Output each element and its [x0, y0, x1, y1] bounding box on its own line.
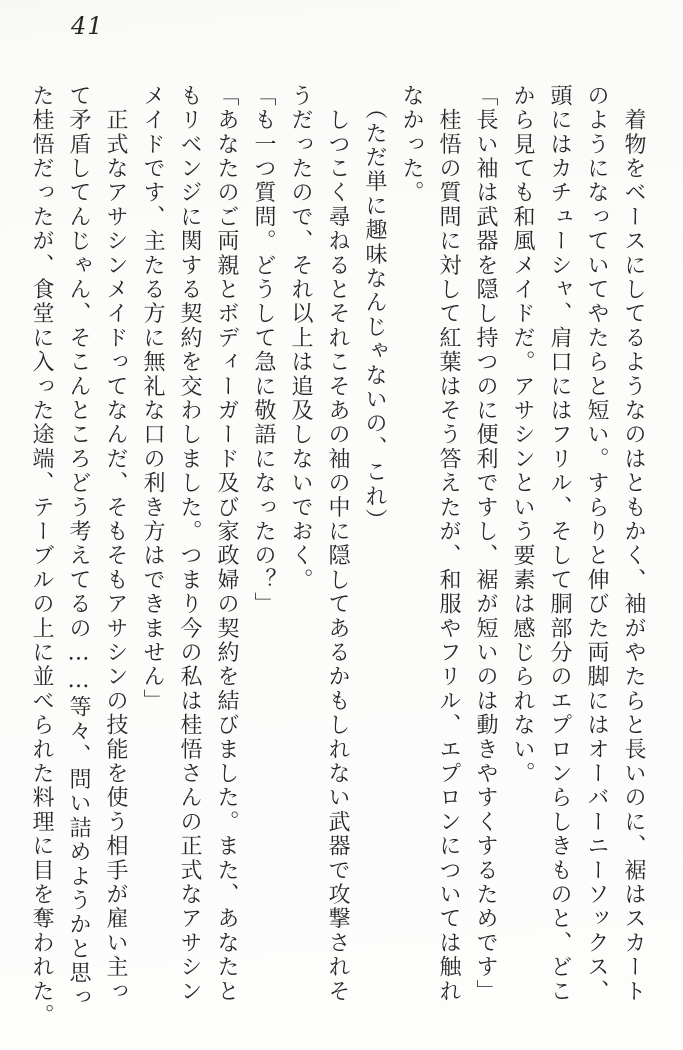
text-column: た桂悟だったが、食堂に入った途端、テーブルの上に並べられた料理に目を奪われた。 [29, 84, 54, 1028]
text-column: から見ても和風メイドだ。アサシンという要素は感じられない。 [510, 84, 535, 786]
text-column: 桂悟の質問に対して紅葉はそう答えたが、和服やフリル、エプロンについては触れ [436, 84, 461, 1004]
text-column: のようになっていてやたらと短い。すらりと伸びた両脚にはオーバーニーソックス、 [584, 84, 609, 1004]
text-column: なかった。 [399, 84, 424, 205]
text-column: 「も一つ質問。どうして急に敬語になったの？」 [251, 84, 276, 617]
text-column: （ただ単に趣味なんじゃないの、これ） [362, 84, 387, 533]
text-column: 「長い袖は武器を隠し持つのに便利ですし、裾が短いのは動きやすくするためです」 [473, 84, 498, 1004]
text-column: 「あなたのご両親とボディーガード及び家政婦の契約を結びました。また、あなたと [214, 84, 239, 1004]
text-column: うだったので、それ以上は追及しないでおく。 [288, 84, 313, 593]
text-column: 頭にはカチューシャ、肩口にはフリル、そして胴部分のエプロンらしきものと、どこ [547, 84, 572, 1004]
text-columns [23, 84, 652, 1032]
text-column: しつこく尋ねるとそれこそあの袖の中に隠してあるかもしれない武器で攻撃されそ [325, 84, 350, 1004]
text-column: もリベンジに関する契約を交わしました。つまり今の私は桂悟さんの正式なアサシン [177, 84, 202, 1004]
text-column: て矛盾してんじゃん、そこんところどう考えてるの……等々、問い詰めようかと思っ [66, 84, 91, 1010]
page-number: 41 [71, 12, 104, 40]
text-column: 正式なアサシンメイドってなんだ、そもそもアサシンの技能を使う相手が雇い主っ [103, 84, 128, 1004]
text-column: メイドです、主たる方に無礼な口の利き方はできません」 [140, 84, 165, 714]
text-column: 着物をベースにしてるようなのはともかく、袖がやたらと長いのに、裾はスカート [621, 84, 646, 1004]
